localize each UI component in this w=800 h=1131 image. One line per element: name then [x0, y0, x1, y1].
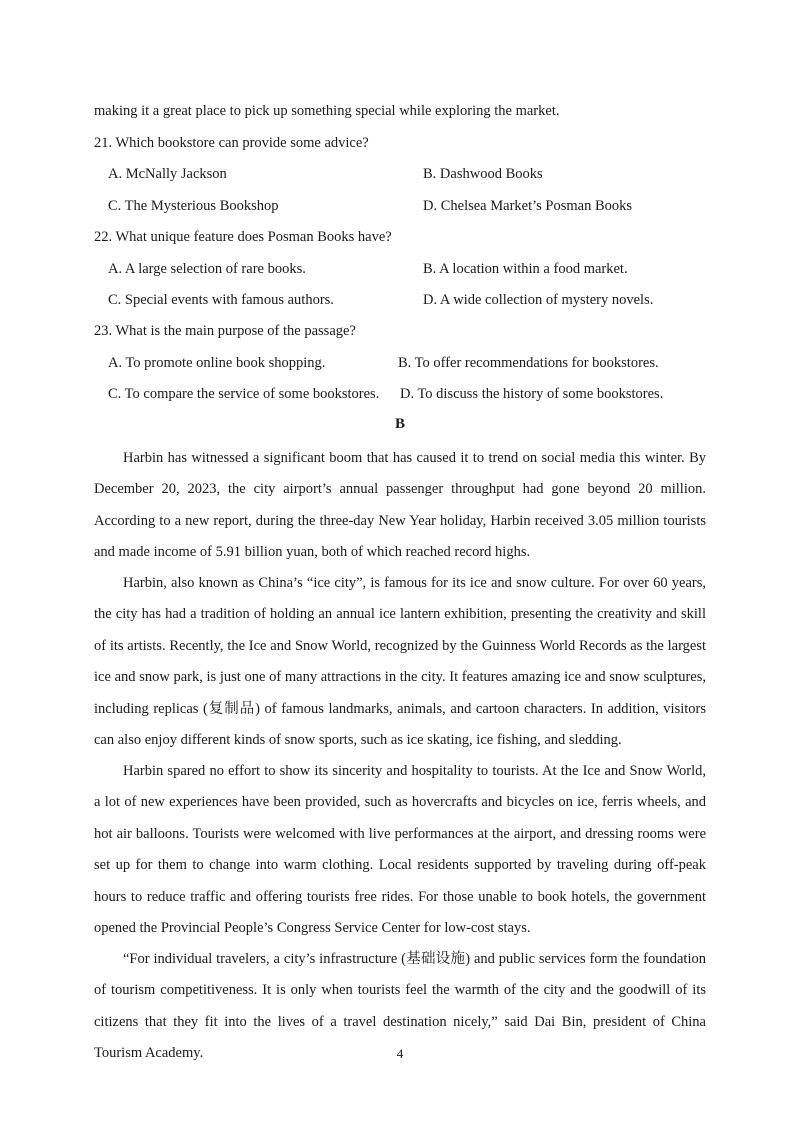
section-heading: B: [394, 416, 405, 432]
passage-paragraph-3: [94, 756, 706, 944]
passage-paragraph-2: [94, 568, 706, 756]
question-22-stem: 22. What unique feature does Posman Books have?: [94, 229, 392, 245]
question-23-option-a: A. To promote online book shopping.: [108, 355, 326, 371]
question-23-option-c: C. To compare the service of some bookstores.: [108, 386, 380, 402]
question-22-option-a: A. A large selection of rare books.: [108, 261, 306, 277]
question-21-stem: 21. Which bookstore can provide some advice?: [94, 135, 369, 151]
paragraph-text: Harbin has witnessed a significant boom that has caused it to trend on social media this winter. By December 20, 2023, the city airport’s annual passenger throughput had gone beyond 20 million. According to a new report, during the three-day New Year holiday, Harbin received 3.05 million tourists and made income of 5.91 billion yuan, both of which reached record highs.: [94, 450, 706, 561]
paragraph-text: Harbin, also known as China’s “ice city”, is famous for its ice and snow culture. For over 60 years, the city has had a tradition of holding an annual ice lantern exhibition, presenting the creativity and skill of its artists. Recently, the Ice and Snow World, recognized by the Guinness World Records as the largest ice and snow park, is just one of many attractions in the city. It features amazing ice and snow sculptures, including replicas (复制品) of famous landmarks, animals, and cartoon characters. In addition, visitors can also enjoy different kinds of snow sports, such as ice skating, ice fishing, and sledding.: [94, 575, 706, 749]
question-23-option-b: B. To offer recommendations for bookstores.: [398, 355, 659, 371]
continuation-line: making it a great place to pick up something special while exploring the market.: [94, 103, 560, 119]
question-22-option-d: D. A wide collection of mystery novels.: [423, 292, 654, 308]
question-22-option-b: B. A location within a food market.: [423, 261, 628, 277]
question-21-option-a: A. McNally Jackson: [108, 166, 227, 182]
question-23-stem: 23. What is the main purpose of the passage?: [94, 323, 356, 339]
paragraph-text: “For individual travelers, a city’s infrastructure (基础设施) and public services form the foundation of tourism competitiveness. It is only when tourists feel the warmth of the city and the goodwill of its citizens that they fit into the lives of a travel destination nicely,” said Dai Bin, president of China Tourism Academy.: [94, 951, 706, 1062]
passage-paragraph-1: [94, 443, 706, 569]
question-23-option-d: D. To discuss the history of some bookstores.: [400, 386, 664, 402]
paragraph-text: Harbin spared no effort to show its sincerity and hospitality to tourists. At the Ice and Snow World, a lot of new experiences have been provided, such as hovercrafts and bicycles on ice, ferris wheels, and hot air balloons. Tourists were welcomed with live performances at the airport, and dressing rooms were set up for them to change into warm clothing. Local residents supported by traveling during off-peak hours to reduce traffic and offering tourists free rides. For those unable to book hotels, the government opened the Provincial People’s Congress Service Center for low-cost stays.: [94, 763, 706, 937]
question-21-option-d: D. Chelsea Market’s Posman Books: [423, 198, 633, 214]
question-21-option-c: C. The Mysterious Bookshop: [108, 198, 279, 214]
question-22-option-c: C. Special events with famous authors.: [108, 292, 334, 308]
page-number: 4: [396, 1046, 404, 1061]
question-21-option-b: B. Dashwood Books: [423, 166, 543, 182]
